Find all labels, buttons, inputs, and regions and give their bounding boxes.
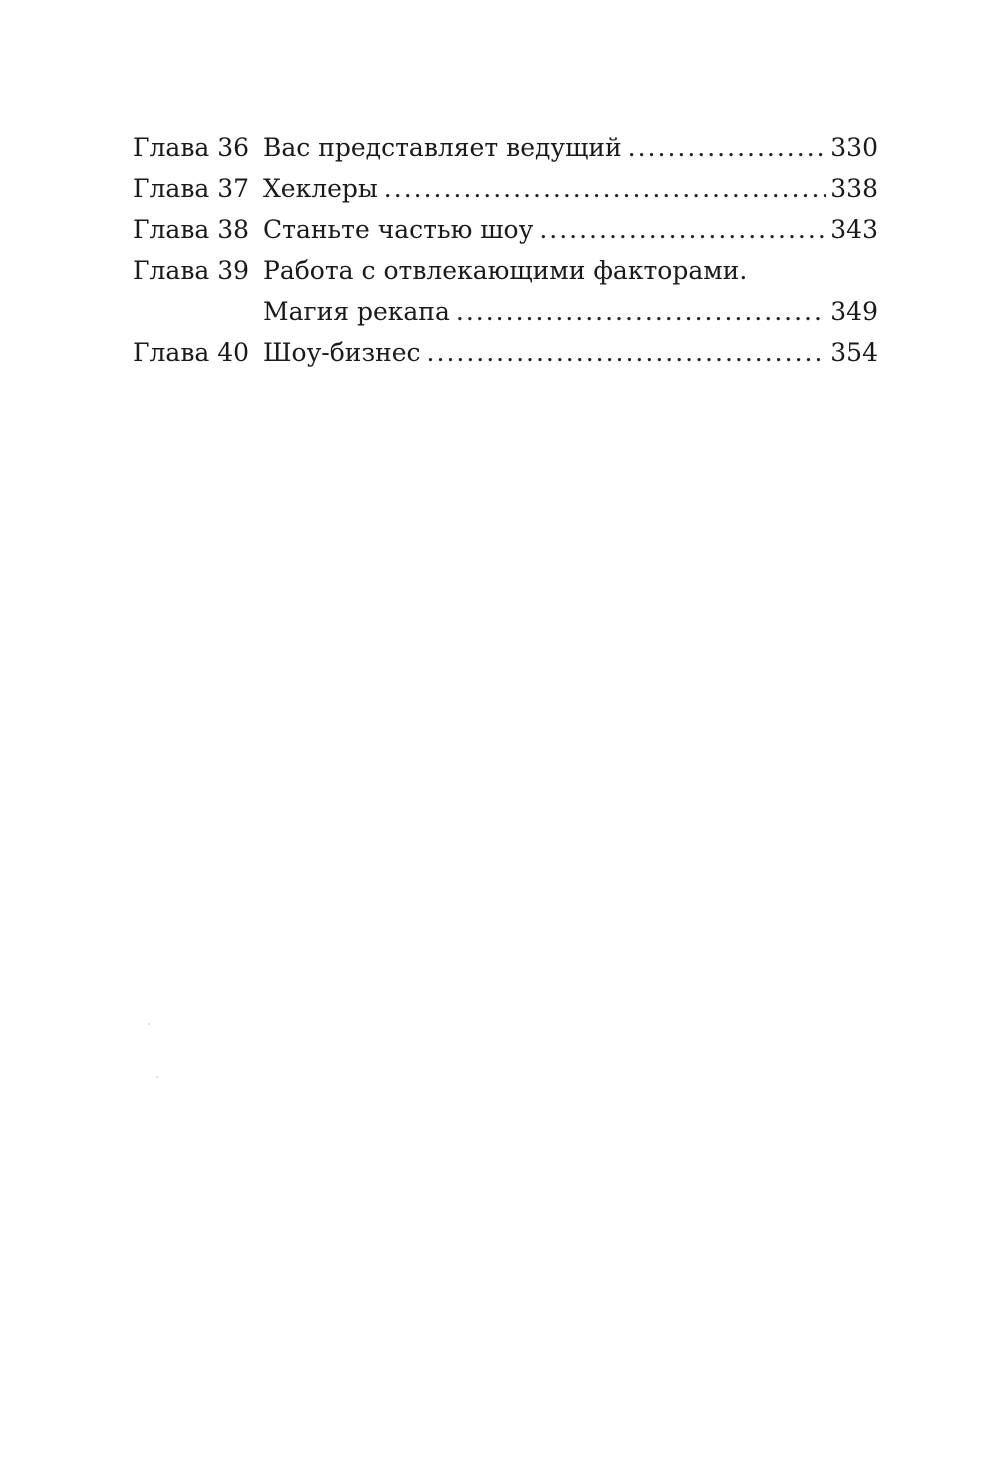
paper-speck [148, 1023, 150, 1025]
chapter-title-first-line: Работа с отвлекающими факторами. [263, 256, 748, 285]
entry-body [263, 127, 878, 168]
table-of-contents [133, 127, 878, 373]
toc-entry-chapter-38 [133, 209, 878, 250]
page-number: 330 [830, 133, 878, 162]
dot-leader [456, 291, 826, 332]
toc-entry-chapter-39 [133, 250, 878, 332]
chapter-label: Глава 38 [133, 215, 250, 244]
dot-leader [427, 332, 827, 373]
dot-leader [628, 127, 827, 168]
dot-leader [384, 168, 826, 209]
toc-entry-chapter-37 [133, 168, 878, 209]
entry-body [263, 168, 878, 209]
chapter-label: Глава 37 [133, 174, 250, 203]
entry-line [263, 291, 878, 332]
page-number: 354 [830, 338, 878, 367]
entry-line [263, 332, 878, 373]
chapter-title: Вас представляет ведущий [263, 133, 622, 162]
entry-body [263, 209, 878, 250]
entry-body [263, 250, 878, 332]
page-number: 338 [830, 174, 878, 203]
entry-line [263, 127, 878, 168]
page-number: 343 [830, 215, 878, 244]
chapter-title-second-line: Магия рекапа [263, 297, 450, 326]
chapter-title: Станьте частью шоу [263, 215, 534, 244]
chapter-title: Шоу-бизнес [263, 338, 421, 367]
entry-line [263, 168, 878, 209]
page-number: 349 [830, 297, 878, 326]
paper-speck [156, 1076, 158, 1078]
toc-entry-chapter-36 [133, 127, 878, 168]
chapter-label: Глава 40 [133, 338, 250, 367]
dot-leader [539, 209, 826, 250]
entry-body [263, 332, 878, 373]
toc-entry-chapter-40 [133, 332, 878, 373]
entry-line [263, 209, 878, 250]
chapter-label: Глава 39 [133, 256, 250, 285]
chapter-title: Хеклеры [263, 174, 378, 203]
chapter-label: Глава 36 [133, 133, 250, 162]
